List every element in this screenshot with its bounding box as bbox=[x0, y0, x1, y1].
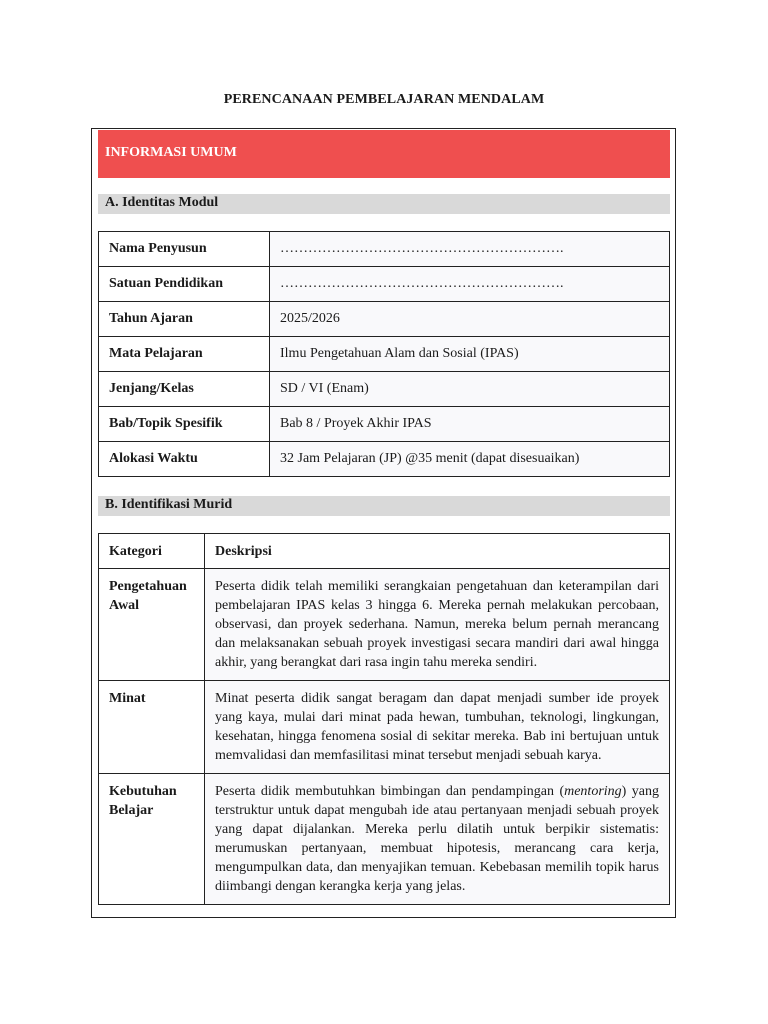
row-label: Nama Penyusun bbox=[99, 232, 270, 267]
table-row bbox=[99, 267, 670, 302]
row-value: 2025/2026 bbox=[270, 302, 670, 337]
row-value: ……………………………………………………. bbox=[270, 267, 670, 302]
description-cell bbox=[205, 774, 670, 905]
description-cell: Peserta didik telah memiliki serangkaian pengetahuan dan keterampilan dari pembelajaran IPAS kelas 3 hingga 6. Mereka pernah melakukan percobaan, observasi, dan proyek sederhana. Namun, mereka belum pernah merancang dan melaksanakan sebuah proyek investigasi secara mandiri dari awal hingga akhir, yang berangkat dari rasa ingin tahu mereka sendiri. bbox=[205, 569, 670, 681]
row-label: Mata Pelajaran bbox=[99, 337, 270, 372]
table-row bbox=[99, 681, 670, 774]
row-value: Ilmu Pengetahuan Alam dan Sosial (IPAS) bbox=[270, 337, 670, 372]
module-identity-table bbox=[98, 231, 670, 477]
category-cell: Pengetahuan Awal bbox=[99, 569, 205, 681]
student-identification-table bbox=[98, 533, 670, 905]
row-value: ……………………………………………………. bbox=[270, 232, 670, 267]
document-title: PERENCANAAN PEMBELAJARAN MENDALAM bbox=[223, 92, 545, 107]
description-cell: Minat peserta didik sangat beragam dan dapat menjadi sumber ide proyek yang kaya, mulai dari minat pada hewan, tumbuhan, teknologi, lingkungan, kesehatan, hingga fenomena sosial di sekitar mereka. Bab ini bertujuan untuk memvalidasi dan memfasilitasi minat tersebut menjadi sebuah karya. bbox=[205, 681, 670, 774]
category-cell: Minat bbox=[99, 681, 205, 774]
table-row bbox=[99, 372, 670, 407]
table-row bbox=[99, 407, 670, 442]
row-label: Tahun Ajaran bbox=[99, 302, 270, 337]
description-text: ) yang terstruktur untuk dapat mengubah ide atau pertanyaan menjadi sebuah proyek yang dapat dijalankan. Mereka perlu dilatih untuk berpikir sistematis: merumuskan pertanyaan, membuat hipotesis, merancang cara kerja, mengumpulkan data, dan menyajikan temuan. Kebebasan memilih topik harus diimbangi dengan kerangka kerja yang jelas. bbox=[215, 784, 659, 894]
table-row bbox=[99, 442, 670, 477]
column-header-description: Deskripsi bbox=[205, 534, 670, 569]
row-value: SD / VI (Enam) bbox=[270, 372, 670, 407]
category-cell: Kebutuhan Belajar bbox=[99, 774, 205, 905]
table-row bbox=[99, 337, 670, 372]
emphasis-text: mentoring bbox=[564, 784, 622, 799]
general-info-banner: INFORMASI UMUM bbox=[98, 130, 670, 178]
general-info-frame bbox=[91, 128, 676, 918]
row-label: Bab/Topik Spesifik bbox=[99, 407, 270, 442]
table-row bbox=[99, 302, 670, 337]
description-text: Peserta didik membutuhkan bimbingan dan pendampingan ( bbox=[215, 784, 565, 799]
row-value: Bab 8 / Proyek Akhir IPAS bbox=[270, 407, 670, 442]
table-row bbox=[99, 232, 670, 267]
row-label: Satuan Pendidikan bbox=[99, 267, 270, 302]
column-header-category: Kategori bbox=[99, 534, 205, 569]
table-row bbox=[99, 569, 670, 681]
section-b-heading: B. Identifikasi Murid bbox=[98, 496, 670, 516]
table-header-row bbox=[99, 534, 670, 569]
row-label: Jenjang/Kelas bbox=[99, 372, 270, 407]
row-label: Alokasi Waktu bbox=[99, 442, 270, 477]
row-value: 32 Jam Pelajaran (JP) @35 menit (dapat disesuaikan) bbox=[270, 442, 670, 477]
table-row bbox=[99, 774, 670, 905]
section-a-heading: A. Identitas Modul bbox=[98, 194, 670, 214]
